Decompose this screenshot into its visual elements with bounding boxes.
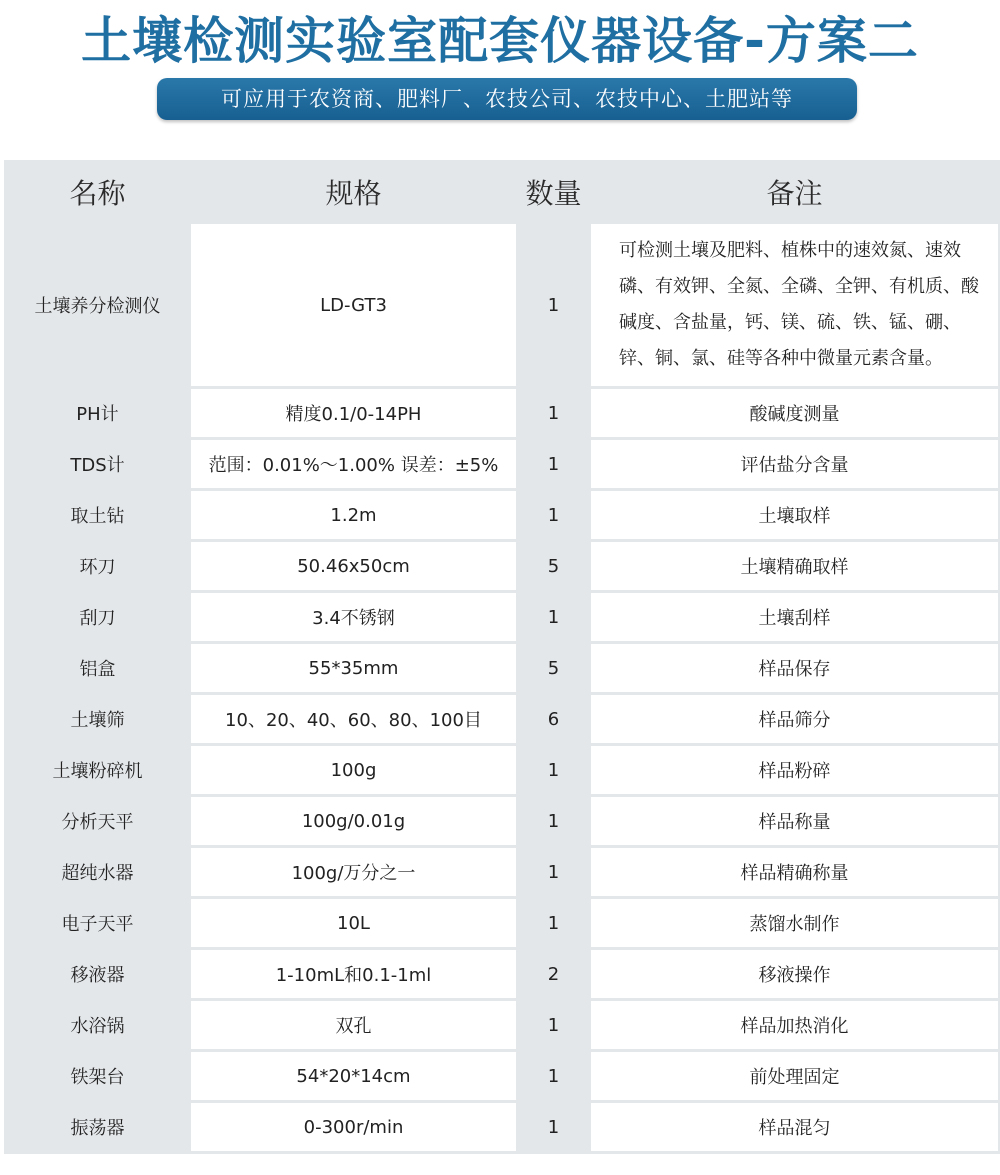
cell-spec: 10L	[190, 898, 518, 949]
cell-spec: 50.46x50cm	[190, 541, 518, 592]
cell-note: 移液操作	[590, 949, 1000, 1000]
table-row	[6, 694, 1000, 745]
cell-name: 电子天平	[6, 898, 190, 949]
cell-spec: 54*20*14cm	[190, 1051, 518, 1102]
table-row	[6, 541, 1000, 592]
column-header-name: 名称	[6, 162, 190, 223]
cell-name: 土壤粉碎机	[6, 745, 190, 796]
cell-spec: 精度0.1/0-14PH	[190, 388, 518, 439]
cell-note: 样品称量	[590, 796, 1000, 847]
table-row	[6, 643, 1000, 694]
cell-quantity: 5	[518, 541, 590, 592]
cell-name: 取土钻	[6, 490, 190, 541]
cell-note: 样品筛分	[590, 694, 1000, 745]
cell-note: 样品混匀	[590, 1102, 1000, 1153]
cell-note: 土壤刮样	[590, 592, 1000, 643]
cell-quantity: 1	[518, 796, 590, 847]
cell-name: PH计	[6, 388, 190, 439]
cell-spec: 范围：0.01%～1.00% 误差：±5%	[190, 439, 518, 490]
table-row	[6, 949, 1000, 1000]
cell-spec: 3.4不锈钢	[190, 592, 518, 643]
page-title: 土壤检测实验室配套仪器设备-方案二	[81, 12, 919, 70]
subtitle-banner: 可应用于农资商、肥料厂、农技公司、农技中心、土肥站等	[157, 78, 857, 120]
cell-spec: 1-10mL和0.1-1ml	[190, 949, 518, 1000]
column-header-spec: 规格	[190, 162, 518, 223]
cell-name: 土壤养分检测仪	[6, 223, 190, 388]
cell-note: 样品精确称量	[590, 847, 1000, 898]
cell-quantity: 1	[518, 898, 590, 949]
cell-note: 土壤取样	[590, 490, 1000, 541]
cell-quantity: 1	[518, 1000, 590, 1051]
table-row	[6, 490, 1000, 541]
equipment-table	[4, 160, 1000, 1154]
table-row	[6, 898, 1000, 949]
cell-note: 样品粉碎	[590, 745, 1000, 796]
table-row	[6, 1102, 1000, 1153]
column-header-note: 备注	[590, 162, 1000, 223]
table-row	[6, 1000, 1000, 1051]
cell-note: 评估盐分含量	[590, 439, 1000, 490]
cell-name: 铝盒	[6, 643, 190, 694]
cell-spec: 0-300r/min	[190, 1102, 518, 1153]
cell-quantity: 1	[518, 490, 590, 541]
cell-name: 水浴锅	[6, 1000, 190, 1051]
table-row	[6, 388, 1000, 439]
cell-spec: 双孔	[190, 1000, 518, 1051]
cell-quantity: 1	[518, 439, 590, 490]
cell-note: 前处理固定	[590, 1051, 1000, 1102]
cell-spec: 100g/0.01g	[190, 796, 518, 847]
cell-quantity: 2	[518, 949, 590, 1000]
table-row	[6, 1051, 1000, 1102]
cell-name: 超纯水器	[6, 847, 190, 898]
cell-quantity: 1	[518, 388, 590, 439]
column-header-quantity: 数量	[518, 162, 590, 223]
table-row	[6, 847, 1000, 898]
cell-name: 振荡器	[6, 1102, 190, 1153]
cell-name: 土壤筛	[6, 694, 190, 745]
cell-quantity: 1	[518, 745, 590, 796]
cell-note: 可检测土壤及肥料、植株中的速效氮、速效磷、有效钾、全氮、全磷、全钾、有机质、酸碱度、含盐量，钙、镁、硫、铁、锰、硼、锌、铜、氯、硅等各种中微量元素含量。	[590, 223, 1000, 388]
cell-quantity: 5	[518, 643, 590, 694]
cell-note: 土壤精确取样	[590, 541, 1000, 592]
table-row	[6, 592, 1000, 643]
cell-spec: 100g	[190, 745, 518, 796]
cell-spec: 100g/万分之一	[190, 847, 518, 898]
cell-name: 分析天平	[6, 796, 190, 847]
table-row	[6, 439, 1000, 490]
cell-quantity: 6	[518, 694, 590, 745]
cell-spec: 55*35mm	[190, 643, 518, 694]
cell-name: 铁架台	[6, 1051, 190, 1102]
cell-spec: LD-GT3	[190, 223, 518, 388]
cell-note: 蒸馏水制作	[590, 898, 1000, 949]
cell-name: 刮刀	[6, 592, 190, 643]
cell-quantity: 1	[518, 847, 590, 898]
cell-quantity: 1	[518, 1051, 590, 1102]
cell-quantity: 1	[518, 223, 590, 388]
table-header-row	[6, 162, 1000, 223]
cell-note: 酸碱度测量	[590, 388, 1000, 439]
cell-spec: 1.2m	[190, 490, 518, 541]
cell-spec: 10、20、40、60、80、100目	[190, 694, 518, 745]
cell-name: 环刀	[6, 541, 190, 592]
cell-quantity: 1	[518, 1102, 590, 1153]
cell-name: 移液器	[6, 949, 190, 1000]
cell-name: TDS计	[6, 439, 190, 490]
table-row	[6, 745, 1000, 796]
cell-note: 样品保存	[590, 643, 1000, 694]
cell-quantity: 1	[518, 592, 590, 643]
table-row	[6, 796, 1000, 847]
cell-note: 样品加热消化	[590, 1000, 1000, 1051]
table-row	[6, 223, 1000, 388]
